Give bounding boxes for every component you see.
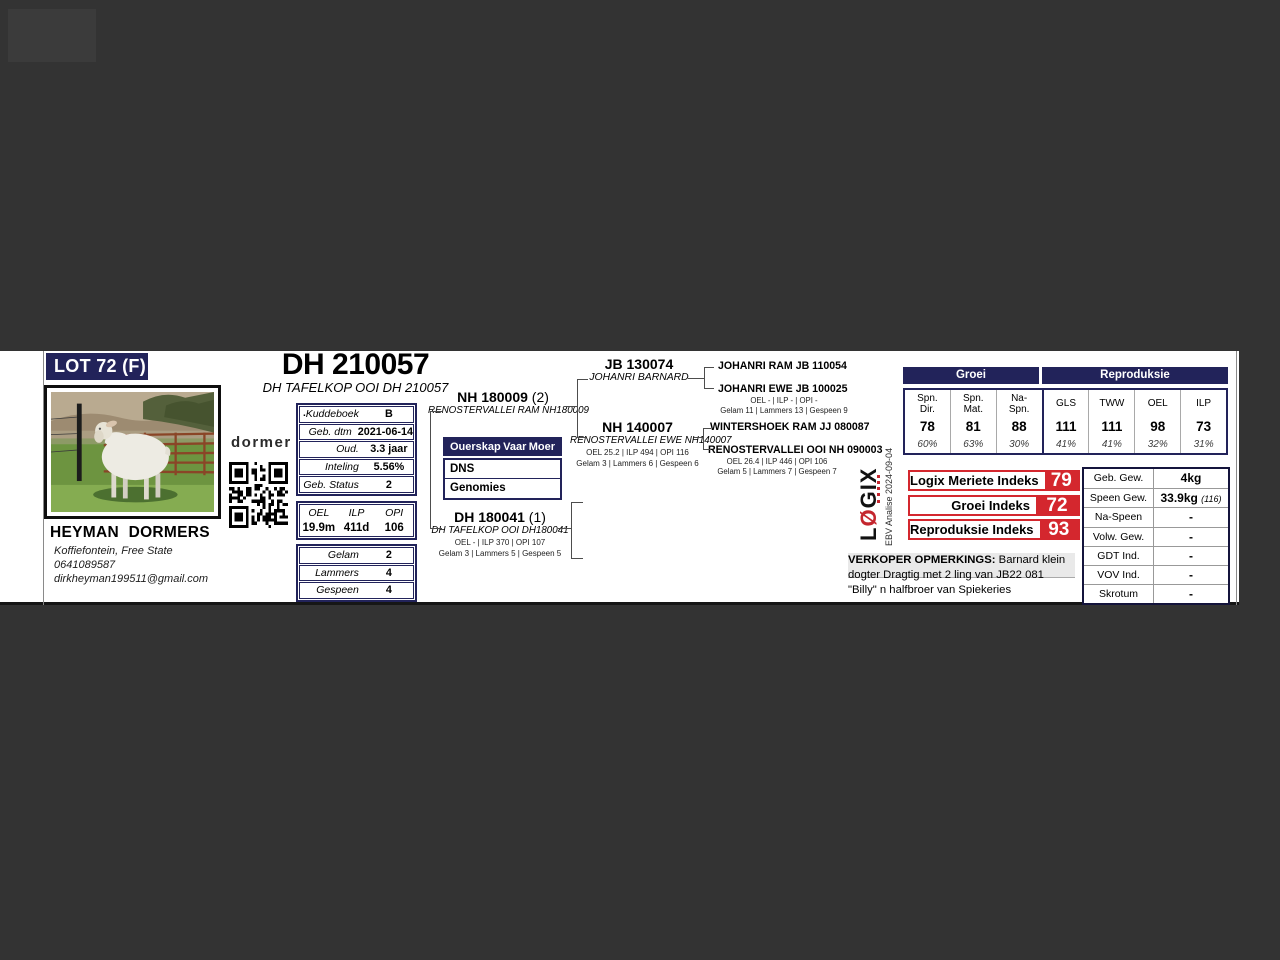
pedigree-line	[571, 502, 583, 503]
pedigree-line	[703, 428, 711, 429]
pedigree-line	[571, 502, 572, 559]
breeder-location: Koffiefontein, Free State	[54, 545, 173, 557]
pedigree-line	[571, 558, 583, 559]
pedigree-line	[430, 411, 431, 528]
parentage-header: Ouerskap Vaar Moer	[443, 437, 562, 456]
logix-o-glyph: Ø	[856, 508, 881, 527]
lot-badge: LOT 72 (F)	[46, 353, 148, 380]
ebv-group-header-reproduksie: Reproduksie	[1042, 367, 1228, 384]
dormer-logo: dormer	[231, 434, 292, 451]
animal-photo	[44, 385, 221, 519]
table-row: Lammers 4	[299, 565, 414, 582]
table-row: Gelam 2	[299, 547, 414, 564]
reproduksie-index: Reproduksie Indeks 93	[908, 519, 1080, 540]
pedigree-line	[577, 379, 588, 380]
ebv-group-header-groei: Groei	[903, 367, 1039, 384]
pedigree-line	[704, 388, 714, 389]
pedigree-sire: NH 180009 (2) RENOSTERVALLEI RAM NH180009	[428, 389, 589, 416]
table-row: Gespeen 4	[299, 582, 414, 599]
weights-table	[1082, 467, 1230, 605]
table-row: Geb. dtm 2021-06-14	[299, 424, 414, 441]
ebv-column: Spn. Mat. 81 63%	[950, 390, 996, 453]
table-row: Speen Gew. 33.9kg (116)	[1084, 488, 1228, 507]
pedigree-line	[430, 411, 442, 412]
pedigree-great-granddam-2: RENOSTERVALLEI OOI NH 090003 OEL 26.4 | ILP 446 | OPI 106 Gelam 5 | Lammers 7 | Gespeen 7	[708, 444, 883, 476]
pedigree-line	[577, 437, 586, 438]
pedigree-line	[688, 378, 704, 379]
page-right-border	[1236, 351, 1237, 605]
logix-logo: LØGIX	[856, 467, 881, 541]
groei-index: Groei Indeks 72	[908, 495, 1080, 516]
table-row: Na-Speen -	[1084, 507, 1228, 526]
pedigree-line	[577, 379, 578, 437]
pedigree-line	[558, 528, 571, 529]
table-row: VOV Ind. -	[1084, 565, 1228, 584]
page-subtitle: DH TAFELKOP OOI DH 210057	[262, 380, 449, 395]
ebv-analysis-date: EBV Analise 2024-09-04	[884, 447, 894, 546]
sheep-photo-illustration	[51, 392, 214, 512]
breeder-name: HEYMAN DORMERS	[50, 524, 210, 541]
pedigree-line	[703, 449, 711, 450]
pedigree-great-grandsire-2: WINTERSHOEK RAM JJ 080087	[710, 421, 870, 433]
table-row: Inteling 5.56%	[299, 459, 414, 476]
index-value-badge: 79	[1045, 472, 1078, 489]
pedigree-line	[566, 406, 577, 407]
pedigree-line	[703, 428, 704, 450]
oel-ilp-opi-table	[296, 501, 417, 540]
pedigree-dam: DH 180041 (1) DH TAFELKOP OOI DH180041 OEL - | ILP 370 | OPI 107 Gelam 3 | Lammers 5 | Gespeen 5	[431, 509, 569, 558]
table-row: GDT Ind. -	[1084, 546, 1228, 565]
ebv-column: TWW 111 41%	[1088, 390, 1134, 453]
pedigree-line	[430, 528, 442, 529]
breeder-email: dirkheyman199511@gmail.com	[54, 573, 209, 585]
table-row: DNS	[445, 460, 560, 479]
pedigree-great-granddam-1: JOHANRI EWE JB 100025 OEL - | ILP - | OPI - Gelam 11 | Lammers 13 | Gespeen 9	[718, 383, 848, 415]
table-row: Oud. 3.3 jaar	[299, 441, 414, 458]
index-value-badge: 93	[1040, 521, 1078, 538]
logix-tagline	[877, 475, 880, 503]
table-row: Genomies	[450, 482, 506, 494]
pedigree-line	[704, 367, 705, 389]
table-row: Skrotum -	[1084, 584, 1228, 603]
animal-title-block	[248, 349, 463, 395]
pedigree-line	[704, 367, 714, 368]
breeder-contact	[54, 544, 208, 586]
background-patch	[8, 9, 96, 62]
table-row: Volw. Gew. -	[1084, 527, 1228, 546]
ebv-column: OEL 98 32%	[1134, 390, 1180, 453]
ebv-column: Spn. Dir. 78 60%	[917, 393, 938, 450]
ebv-column: GLS 111 41%	[1042, 390, 1089, 453]
logix-meriete-index: Logix Meriete Indeks 79	[908, 470, 1080, 491]
seller-remarks: VERKOPER OPMERKINGS: Barnard klein dogter Dragtig met 2 ling van JB22 081 "Billy" n halfbroer van Spiekeries	[848, 553, 1076, 598]
pedigree-sire-dam: NH 140007 RENOSTERVALLEI EWE NH140007 OEL 25.2 | ILP 494 | OPI 116 Gelam 3 | Lammers 6 | Gespeen 6	[570, 419, 732, 468]
table-row: Geb. Status 2	[299, 476, 414, 493]
pedigree-great-grandsire-1: JOHANRI RAM JB 110054	[718, 360, 847, 372]
lambing-table	[296, 544, 417, 602]
parentage-table	[443, 458, 562, 500]
ebv-table	[903, 388, 1228, 455]
ebv-column: ILP 73 31%	[1180, 390, 1226, 453]
table-value-row: 19.9m 411d 106	[302, 521, 404, 534]
table-header-row: OEL ILP OPI	[308, 507, 404, 520]
pedigree-sire-sire: JB 130074 JOHANRI BARNARD	[589, 356, 689, 383]
index-value-badge: 72	[1036, 497, 1078, 514]
qr-code-icon	[229, 462, 288, 528]
animal-info-table	[296, 403, 417, 496]
ebv-column: Na- Spn. 88 30%	[996, 390, 1042, 453]
breeder-phone: 0641089587	[54, 559, 116, 571]
table-row: . Kuddeboek B	[299, 406, 414, 423]
page-title: DH 210057	[281, 348, 430, 381]
table-row: Geb. Gew. 4kg	[1084, 469, 1228, 488]
pedigree-line	[694, 437, 703, 438]
row-bullet: .	[303, 408, 306, 419]
